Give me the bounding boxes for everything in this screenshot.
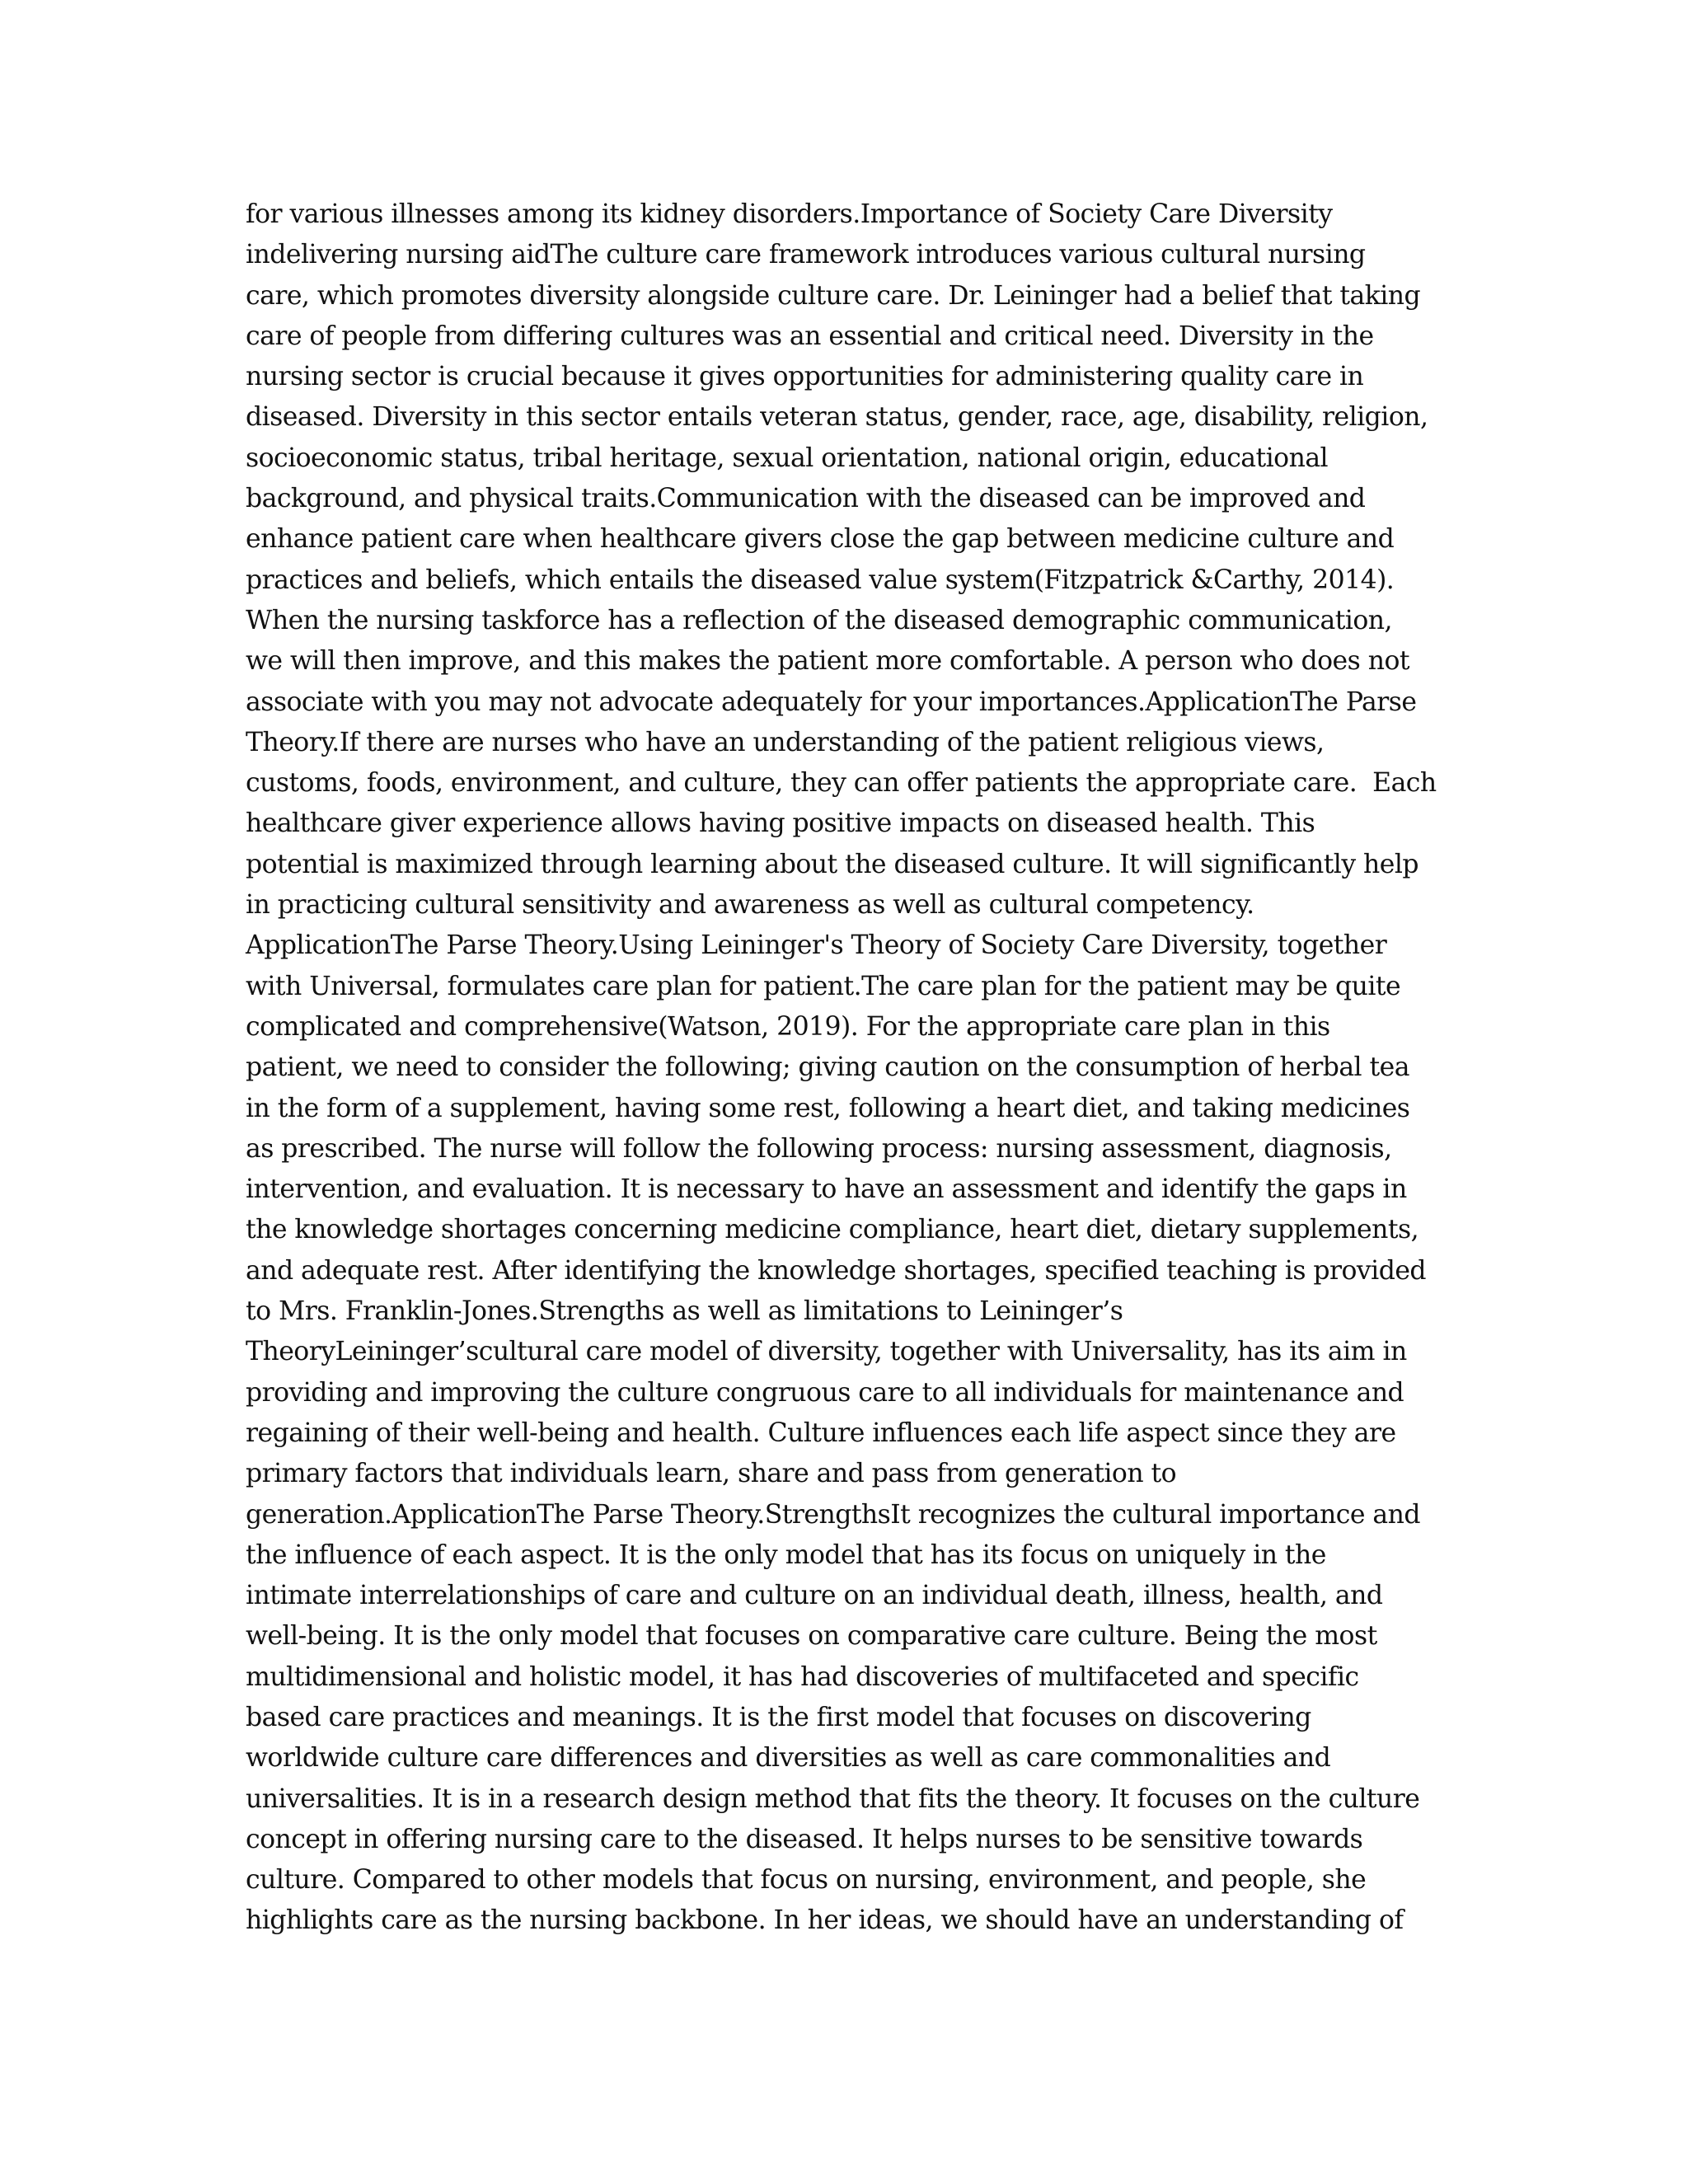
text-line: primary factors that individuals learn, share and pass from generation to — [246, 1459, 1177, 1489]
text-line: with Universal, formulates care plan for patient.The care plan for the patient may be quite — [246, 971, 1401, 1001]
text-line: we will then improve, and this makes the patient more comfortable. A person who does not — [246, 646, 1409, 677]
text-line: universalities. It is in a research design method that fits the theory. It focuses on the culture — [246, 1783, 1420, 1814]
text-line: practices and beliefs, which entails the diseased value system(Fitzpatrick &Carthy, 2014). — [246, 565, 1395, 595]
text-line: based care practices and meanings. It is the first model that focuses on discovering — [246, 1702, 1311, 1732]
body-text — [246, 194, 1449, 1942]
text-line: intervention, and evaluation. It is necessary to have an assessment and identify the gaps in — [246, 1174, 1407, 1205]
text-line: multidimensional and holistic model, it has had discoveries of multifaceted and specific — [246, 1661, 1359, 1692]
text-line: the knowledge shortages concerning medicine compliance, heart diet, dietary supplements, — [246, 1215, 1419, 1245]
text-line: When the nursing taskforce has a reflection of the diseased demographic communication, — [246, 605, 1392, 635]
text-line: nursing sector is crucial because it gives opportunities for administering quality care in — [246, 362, 1364, 392]
text-line: generation.ApplicationThe Parse Theory.StrengthsIt recognizes the cultural importance and — [246, 1499, 1420, 1530]
text-line: care, which promotes diversity alongside culture care. Dr. Leininger had a belief that taking — [246, 280, 1421, 311]
text-line: for various illnesses among its kidney disorders.Importance of Society Care Diversity — [246, 199, 1333, 229]
text-line: in the form of a supplement, having some rest, following a heart diet, and taking medicines — [246, 1093, 1410, 1123]
text-line: highlights care as the nursing backbone. In her ideas, we should have an understanding of — [246, 1905, 1404, 1936]
text-line: concept in offering nursing care to the diseased. It helps nurses to be sensitive towards — [246, 1824, 1363, 1854]
text-line: as prescribed. The nurse will follow the following process: nursing assessment, diagnosis, — [246, 1133, 1392, 1164]
text-line: worldwide culture care differences and diversities as well as care commonalities and — [246, 1743, 1331, 1774]
text-line: socioeconomic status, tribal heritage, sexual orientation, national origin, educational — [246, 443, 1329, 473]
text-line: patient, we need to consider the following; giving caution on the consumption of herbal tea — [246, 1052, 1409, 1083]
text-line: culture. Compared to other models that focus on nursing, environment, and people, she — [246, 1865, 1367, 1896]
text-line: diseased. Diversity in this sector entails veteran status, gender, race, age, disability, religion, — [246, 402, 1428, 433]
text-line: indelivering nursing aidThe culture care framework introduces various cultural nursing — [246, 240, 1366, 270]
text-line: background, and physical traits.Communication with the diseased can be improved and — [246, 484, 1366, 514]
text-line: care of people from differing cultures was an essential and critical need. Diversity in the — [246, 321, 1374, 351]
text-line: the influence of each aspect. It is the only model that has its focus on uniquely in the — [246, 1540, 1326, 1570]
text-line: Theory.If there are nurses who have an understanding of the patient religious views, — [246, 727, 1325, 757]
text-line: to Mrs. Franklin-Jones.Strengths as well as limitations to Leininger’s — [246, 1296, 1123, 1327]
text-line: enhance patient care when healthcare givers close the gap between medicine culture and — [246, 524, 1395, 555]
text-line: healthcare giver experience allows having positive impacts on diseased health. This — [246, 808, 1315, 839]
text-line: ApplicationThe Parse Theory.Using Leininger's Theory of Society Care Diversity, together — [246, 930, 1387, 961]
text-line: potential is maximized through learning about the diseased culture. It will significantly help — [246, 849, 1419, 879]
text-line: regaining of their well-being and health. Culture influences each life aspect since they are — [246, 1418, 1396, 1448]
text-line: customs, foods, environment, and culture, they can offer patients the appropriate care. Each — [246, 768, 1437, 799]
text-line: providing and improving the culture congruous care to all individuals for maintenance and — [246, 1377, 1404, 1408]
text-line: intimate interrelationships of care and culture on an individual death, illness, health, and — [246, 1581, 1383, 1611]
text-line: TheoryLeininger’scultural care model of diversity, together with Universality, has its aim in — [246, 1337, 1407, 1367]
text-line: associate with you may not advocate adequately for your importances.ApplicationThe Parse — [246, 687, 1417, 717]
text-line: complicated and comprehensive(Watson, 2019). For the appropriate care plan in this — [246, 1011, 1330, 1042]
text-line: in practicing cultural sensitivity and awareness as well as cultural competency. — [246, 890, 1254, 921]
text-line: well-being. It is the only model that focuses on comparative care culture. Being the most — [246, 1621, 1377, 1652]
text-line: and adequate rest. After identifying the knowledge shortages, specified teaching is provided — [246, 1255, 1427, 1286]
